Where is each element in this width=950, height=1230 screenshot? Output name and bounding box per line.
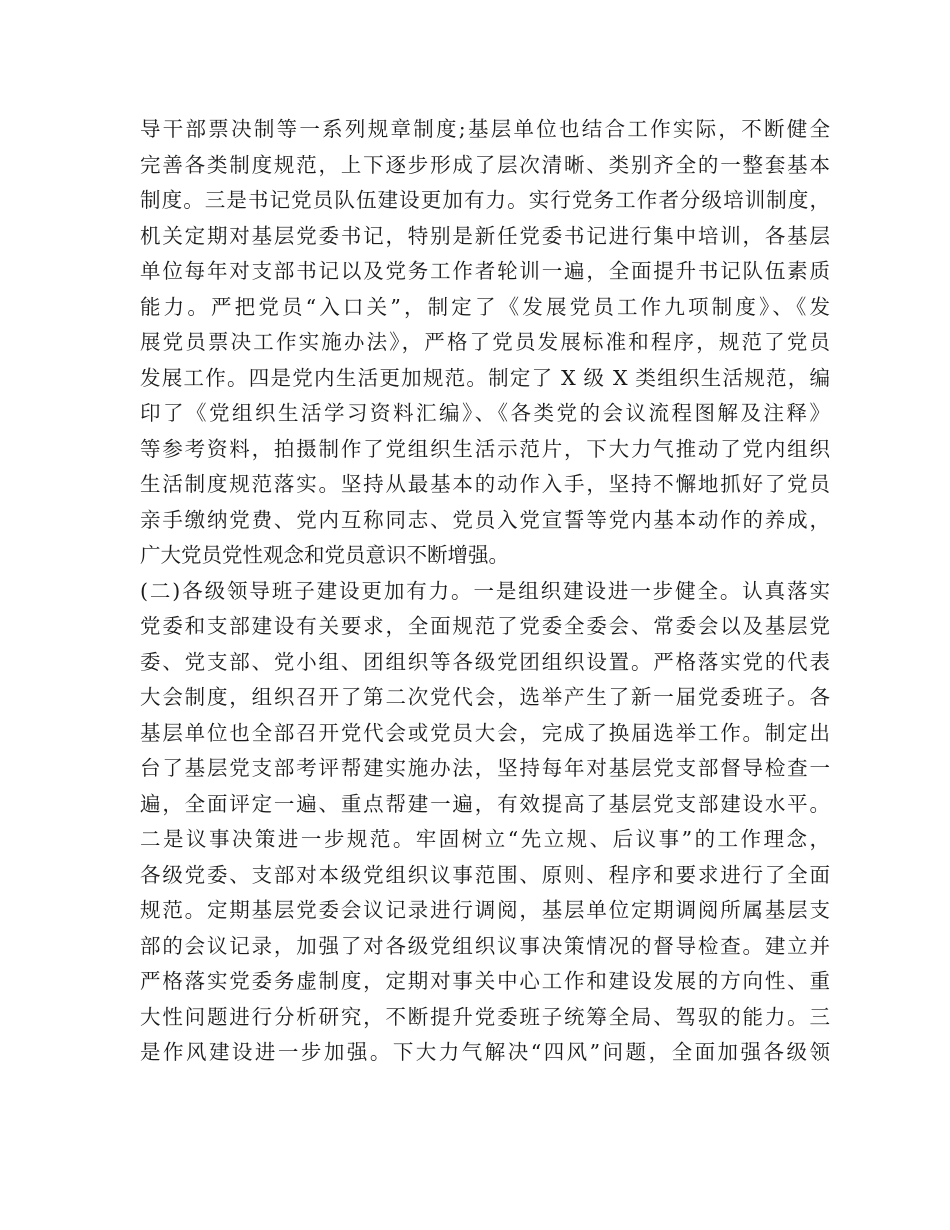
text-line: 台了基层党支部考评帮建实施办法，坚持每年对基层党支部督导检查一 (140, 756, 830, 780)
text-line: 大会制度，组织召开了第二次党代会，选举产生了新一届党委班子。各 (140, 685, 830, 709)
text-line: 大性问题进行分析研究，不断提升党委班子统筹全局、驾驭的能力。三 (140, 1004, 830, 1029)
text-line: 制度。三是书记党员队伍建设更加有力。实行党务工作者分级培训制度， (140, 188, 830, 212)
text-line: 广大党员党性观念和党员意识不断增强。 (140, 543, 509, 567)
text-line: 展党员票决工作实施办法》，严格了党员发展标准和程序，规范了党员 (140, 330, 830, 354)
text-line: 二是议事决策进一步规范。牢固树立“先立规、后议事”的工作理念， (140, 827, 830, 851)
text-line: 亲手缴纳党费、党内互称同志、党员入党宣誓等党内基本动作的养成， (140, 507, 830, 532)
text-line: 完善各类制度规范，上下逐步形成了层次清晰、类别齐全的一整套基本 (140, 152, 830, 177)
text-line: 印了《党组织生活学习资料汇编》、《各类党的会议流程图解及注释》 (140, 401, 830, 425)
text-line: 等参考资料，拍摄制作了党组织生活示范片，下大力气推动了党内组织 (140, 436, 830, 461)
body-text (140, 112, 830, 1071)
text-line: 是作风建设进一步加强。下大力气解决“四风”问题，全面加强各级领 (140, 1040, 830, 1064)
text-line: 委、党支部、党小组、团组织等各级党团组织设置。严格落实党的代表 (140, 649, 830, 674)
text-line: 能力。严把党员“入口关”，制定了《发展党员工作九项制度》、《发 (140, 294, 830, 319)
text-line: 导干部票决制等一系列规章制度;基层单位也结合工作实际，不断健全 (140, 117, 830, 141)
text-line: 机关定期对基层党委书记，特别是新任党委书记进行集中培训，各基层 (140, 223, 830, 248)
text-line: 基层单位也全部召开党代会或党员大会，完成了换届选举工作。制定出 (140, 720, 830, 745)
text-line: 严格落实党委务虚制度，定期对事关中心工作和建设发展的方向性、重 (140, 969, 830, 993)
text-line: 单位每年对支部书记以及党务工作者轮训一遍，全面提升书记队伍素质 (140, 259, 830, 283)
text-line: 生活制度规范落实。坚持从最基本的动作入手，坚持不懈地抓好了党员 (140, 472, 830, 496)
text-line: 各级党委、支部对本级党组织议事范围、原则、程序和要求进行了全面 (140, 862, 830, 887)
text-line: 党委和支部建设有关要求，全面规范了党委全委会、常委会以及基层党 (140, 614, 830, 638)
text-line: 发展工作。四是党内生活更加规范。制定了 X 级 X 类组织生活规范，编 (140, 365, 830, 390)
text-line: 部的会议记录，加强了对各级党组织议事决策情况的督导检查。建立并 (140, 933, 830, 958)
text-line: (二)各级领导班子建设更加有力。一是组织建设进一步健全。认真落实 (140, 578, 830, 603)
text-line: 遍，全面评定一遍、重点帮建一遍，有效提高了基层党支部建设水平。 (140, 791, 830, 816)
text-line: 规范。定期基层党委会议记录进行调阅，基层单位定期调阅所属基层支 (140, 898, 830, 922)
